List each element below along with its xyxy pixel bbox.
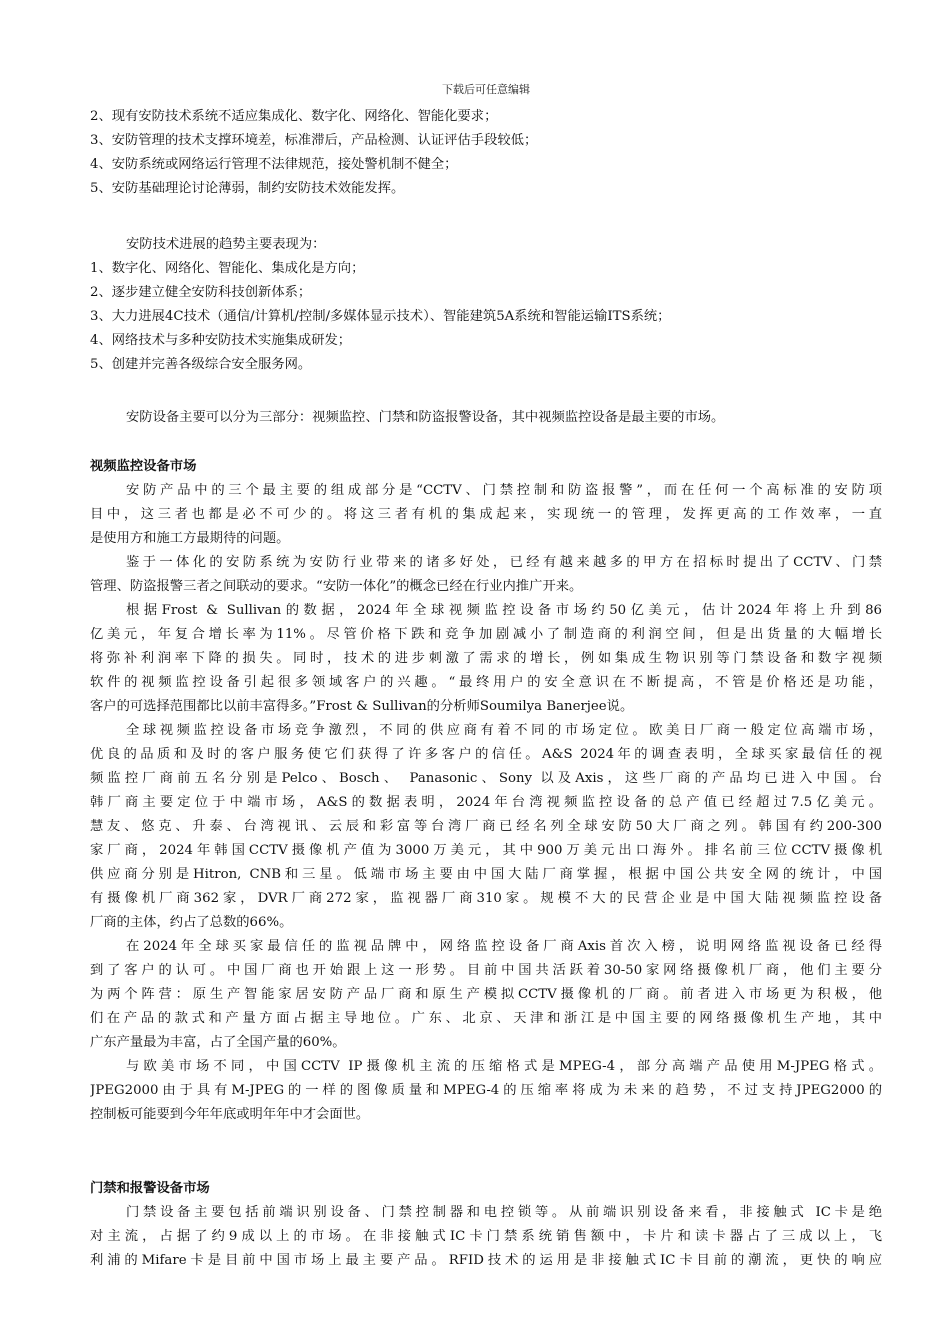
section-heading: 视频监控设备市场 [90,459,197,474]
list-item: 5、安防基础理论讨论薄弱，制约安防技术效能发挥。 [90,181,405,196]
paragraph-line: 控制板可能要到今年年底或明年年中才会面世。 [90,1107,370,1122]
list-item: 3、安防管理的技术支撑环境差，标准滞后，产品检测、认证评估手段较低； [90,133,538,148]
list-item: 2、逐步建立健全安防科技创新体系； [90,285,312,300]
access-section [90,1177,882,1273]
list-item: 5、创建并完善各级综合安全服务网。 [90,357,312,372]
paragraph-line: 亿美元，年复合增长率为11%。尽管价格下跌和竞争加剧减小了制造商的利润空间，但是出货量的大幅增长 [90,627,882,642]
paragraph-line: 韩厂商主要定位于中端市场，A&S的数据表明，2024年台湾视频监控设备的总产值已经超过7.5亿美元。 [90,795,882,810]
paragraph-line: 全球视频监控设备市场竞争激烈，不同的供应商有着不同的市场定位。欧美日厂商一般定位高端市场， [126,723,882,738]
list-item: 1、数字化、网络化、智能化、集成化是方向； [90,261,365,276]
paragraph-line: 家厂商，2024年韩国CCTV摄像机产值为3000万美元，其中900万美元出口海外。排名前三位CCTV摄像机 [90,843,882,858]
paragraph-line: 们在产品的款式和产量方面占据主导地位。广东、北京、天津和浙江是中国主要的网络摄像机生产地，其中 [90,1011,882,1026]
equipment-summary: 安防设备主要可以分为三部分：视频监控、门禁和防盗报警设备，其中视频监控设备是最主要的市场。 [126,410,725,425]
paragraph-line: JPEG2000由于具有M-JPEG的一样的图像质量和MPEG-4的压缩率将成为未来的趋势，不过支持JPEG2000的 [90,1083,882,1098]
problems-list [90,105,882,201]
paragraph-line: 对主流，占据了约9成以上的市场。在非接触式IC卡门禁系统销售额中，卡片和读卡器占了三成以上，飞 [90,1229,882,1244]
paragraph-line: 根据Frost & Sullivan的数据，2024年全球视频监控设备市场约50亿美元，估计2024年将上升到86 [126,603,882,618]
paragraph-line: 是使用方和施工方最期待的问题。 [90,531,290,546]
paragraph-line: 慧友、悠克、升泰、台湾视讯、云辰和彩富等台湾厂商已经名列全球安防50大厂商之列。韩国有约200-300 [90,819,882,834]
paragraph-line: 鉴于一体化的安防系统为安防行业带来的诸多好处，已经有越来越多的甲方在招标时提出了CCTV、门禁 [126,555,882,570]
section-heading: 门禁和报警设备市场 [90,1181,210,1196]
equipment-summary-paragraph [90,406,882,430]
paragraph-line: 供应商分别是Hitron, CNB和三星。低端市场主要由中国大陆厂商掌握，根据中国公共安全网的统计，中国 [90,867,882,882]
paragraph-line: 利浦的Mifare卡是目前中国市场上最主要产品。RFID技术的运用是非接触式IC卡目前的潮流，更快的响应 [90,1253,882,1268]
paragraph-line: 频监控厂商前五名分别是Pelco、Bosch、 Panasonic、Sony 以及Axis，这些厂商的产品均已进入中国。台 [90,771,882,786]
trends-intro: 安防技术进展的趋势主要表现为： [126,237,326,252]
header-note: 下载后可任意编辑 [442,83,530,96]
paragraph-line: 有摄像机厂商362家，DVR厂商272家，监视器厂商310家。规模不大的民营企业是中国大陆视频监控设备 [90,891,882,906]
list-item: 4、安防系统或网络运行管理不法律规范，接处警机制不健全； [90,157,458,172]
paragraph-line: 到了客户的认可。中国厂商也开始跟上这一形势。目前中国共活跃着30-50家网络摄像机厂商，他们主要分 [90,963,882,978]
paragraph-line: 客户的可选择范围都比以前丰富得多。”Frost & Sullivan的分析师Soumilya Banerjee说。 [90,699,634,714]
paragraph-line: 管理、防盗报警三者之间联动的要求。“安防一体化”的概念已经在行业内推广开来。 [90,579,583,594]
paragraph-line: 厂商的主体，约占了总数的66%。 [90,915,293,930]
list-item: 4、网络技术与多种安防技术实施集成研发； [90,333,352,348]
paragraph-line: 目中，这三者也都是必不可少的。将这三者有机的集成起来，实现统一的管理，发挥更高的工作效率，一直 [90,507,882,522]
paragraph-line: 软件的视频监控设备引起很多领域客户的兴趣。“最终用户的安全意识在不断提高，不管是价格还是功能， [90,675,882,690]
paragraph-line: 安防产品中的三个最主要的组成部分是“CCTV、门禁控制和防盗报警”，而在任何一个高标准的安防项 [126,483,882,498]
list-item: 3、大力进展4C技术（通信/计算机/控制/多媒体显示技术）、智能建筑5A系统和智能运输ITS系统； [90,309,671,324]
paragraph-line: 广东产量最为丰富，占了全国产量的60%。 [90,1035,346,1050]
paragraph-line: 为两个阵营：原生产智能家居安防产品厂商和原生产模拟CCTV摄像机的厂商。前者进入市场更为积极，他 [90,987,882,1002]
paragraph-line: 门禁设备主要包括前端识别设备、门禁控制器和电控锁等。从前端识别设备来看，非接触式 IC卡是绝 [126,1205,882,1220]
video-section [90,455,882,1127]
list-item: 2、现有安防技术系统不适应集成化、数字化、网络化、智能化要求； [90,109,498,124]
paragraph-line: 与欧美市场不同，中国CCTV IP摄像机主流的压缩格式是MPEG-4，部分高端产品使用M-JPEG格式。 [126,1059,882,1074]
paragraph-line: 优良的品质和及时的客户服务使它们获得了许多客户的信任。A&S 2024年的调查表明，全球买家最信任的视 [90,747,882,762]
paragraph-line: 在2024年全球买家最信任的监视品牌中，网络监控设备厂商Axis首次入榜，说明网络监视设备已经得 [126,939,882,954]
trends-section [90,233,882,377]
paragraph-line: 将弥补利润率下降的损失。同时，技术的进步刺激了需求的增长，例如集成生物识别等门禁设备和数字视频 [90,651,882,666]
